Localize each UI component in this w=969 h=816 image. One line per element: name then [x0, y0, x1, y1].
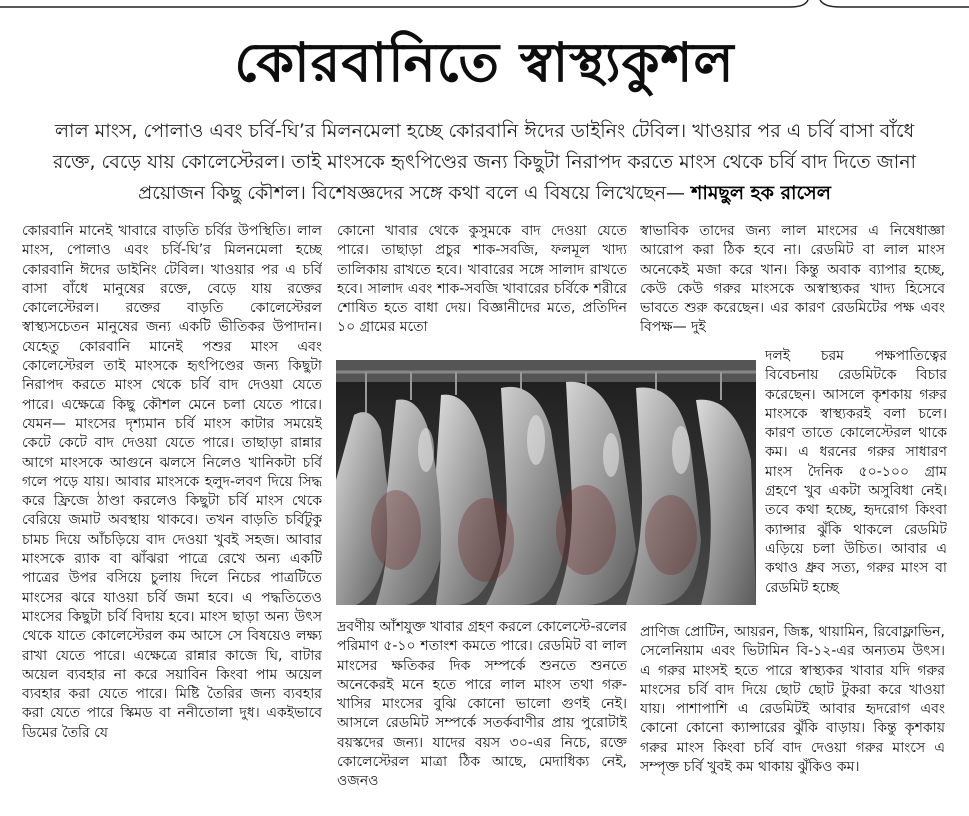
hanging-meat-photo — [336, 360, 756, 605]
column-3-right-text: দলই চরম পক্ষপাতিত্বের বিবেচনায় রেডমিটকে বিচার করেছেন। আসলে কৃশকায় গরুর মাংসকে স্বাস্থ্যকরই বলা চলে। কারণ তাতে কোলেস্টেরল থাকে কম। এ ধরনের গরুর সাধারণ মাংস দৈনিক ৫০-১০০ গ্রাম গ্রহণে খুব একটা অসুবিধা নেই। তবে কথা হচ্ছে, হৃদরোগ কিংবা ক্যান্সার ঝুঁকি থাকলে রেডমিট এড়িয়ে চলা উচিত। আবার এ কথাও ধ্রুব সত্য, গরুর মাংস বা রেডমিট হচ্ছে — [765, 348, 947, 596]
intro-text: লাল মাংস, পোলাও এবং চর্বি-ঘি’র মিলনমেলা হচ্ছে কোরবানি ঈদের ডাইনিং টেবিল। খাওয়ার পর এ চর্বি বাসা বাঁধে রক্তে, বেড়ে যায় কোলেস্টেরল। তাই মাংসকে হৃৎপিণ্ডের জন্য কিছুটা নিরাপদ করতে মাংস থেকে চর্বি বাদ দিতে জানা প্রয়োজন কিছু কৌশল। বিশেষজ্ঞদের সঙ্গে কথা বলে এ বিষয়ে লিখেছেন— — [52, 120, 917, 204]
column-2-top-text: কোনো খাবার থেকে কুসুমকে বাদ দেওয়া যেতে পারে। তাছাড়া প্রচুর শাক-সবজি, ফলমূল খাদ্য তালিকায় রাখতে হবে। খাবারের সঙ্গে সালাদ রাখতে হবে। সালাদ এবং শাক-সবজি খাবারের চর্বিকে শরীরে শোষিত হতে বাধা দেয়। বিজ্ঞানীদের মতে, প্রতিদিন ১০ গ্রামের মতো — [337, 223, 627, 336]
column-3-top-text: স্বাভাবিক তাদের জন্য লাল মাংসের এ নিষেধাজ্ঞা আরোপ করা ঠিক হবে না। রেডমিট বা লাল মাংস অনেকেই মজা করে খান। কিন্তু অবাক ব্যাপার হচ্ছে, কেউ কেউ গরুর মাংসকে অস্বাস্থ্যকর খাদ্য হিসেবে ভাবতে শুরু করেছেন। এর কারণ রেডমিটের পক্ষ এবং বিপক্ষ— দুই — [640, 223, 945, 336]
column-2-bottom-text: দ্রবণীয় আঁশযুক্ত খাবার গ্রহণ করলে কোলেস্টে-রলের পরিমাণ ৫-১০ শতাংশ কমতে পারে। রেডমিট বা লাল মাংসের ক্ষতিকর দিক সম্পর্কে শুনতে শুনতে অনেকেরই মনে হতে পারে লাল মাংস তথা গরু-খাসির মাংসের বুঝি কোনো ভালো গুণই নেই। আসলে রেডমিট সম্পর্কে সতর্কবাণীর প্রায় পুরোটাই বয়স্কদের জন্য। যাদের বয়স ৩০-এর নিচে, রক্তে কোলেস্টেরল মাত্রা ঠিক আছে, মেদাধিক্য নেই, ওজনও — [337, 619, 627, 790]
article-intro — [40, 116, 929, 209]
column-3-bottom-text: প্রাণিজ প্রোটিন, আয়রন, জিঙ্ক, থায়ামিন, রিবোফ্লাভিন, সেলেনিয়াম এবং ভিটামিন বি-১২-এর অন্যতম উৎস। এ গরুর মাংসই হতে পারে স্বাস্থ্যকর খাবার যদি গরুর মাংসের চর্বি বাদ দিয়ে ছোট ছোট টুকরা করে খাওয়া যায়। পাশাপাশি এ রেডমিটই আবার হৃদরোগ এবং কোনো কোনো ক্যান্সারের ঝুঁকি বাড়ায়। কিন্তু কৃশকায় গরুর মাংস কিংবা চর্বি বাদ দেওয়া গরুর মাংসে এ সম্পৃক্ত চর্বি খুবই কম থাকায় ঝুঁকিও কম। — [640, 624, 945, 776]
column-1-text: কোরবানি মানেই খাবারে বাড়তি চর্বির উপস্থিতি। লাল মাংস, পোলাও এবং চর্বি-ঘি’র মিলনমেলা হচ্ছে কোরবানি ঈদের ডাইনিং টেবিল। খাওয়ার পর এ চর্বি বাসা বাঁধে মানুষের রক্তে, বেড়ে যায় রক্তের কোলেস্টেরল। রক্তের বাড়তি কোলেস্টেরল স্বাস্থ্যসচেতন মানুষের জন্য একটি ভীতিকর উপাদান। যেহেতু কোরবানি মানেই পশুর মাংস এবং কোলেস্টেরল তাই মাংসকে হৃৎপিণ্ডের জন্য কিছুটা নিরাপদ করতে মাংস থেকে চর্বি বাদ দেওয়া যেতে পারে। এক্ষেত্রে কিছু কৌশল মেনে চলা যেতে পারে। যেমন— মাংসের দৃশ্যমান চর্বি মাংস কাটার সময়েই কেটে কেটে বাদ দেওয়া যেতে পারে। তাছাড়া রান্নার আগে মাংসকে আগুনে ঝলসে নিলেও খানিকটা চর্বি গলে পড়ে যায়। আবার মাংসকে হলুদ-লবণ দিয়ে সিদ্ধ করে ফ্রিজে ঠাণ্ডা করলেও কিছুটা চর্বি মাংস থেকে বেরিয়ে জমাট অবস্থায় থাকবে। তখন বাড়তি চর্বিটুকু চামচ দিয়ে আঁচড়িয়ে বাদ দেওয়া খুবই সহজ। আবার মাংসকে র‍্যাক বা ঝাঁঝরা পাত্রে রেখে অন্য একটি পাত্রের উপর বসিয়ে চুলায় দিলে নিচের পাত্রটিতে মাংসের ঝরে যাওয়া চর্বি জমা হবে। এ পদ্ধতিতেও মাংসের কিছুটা চর্বি বিদায় হবে। মাংস ছাড়া অন্য উৎস থেকে যাতে কোলেস্টেরল কম আসে সে বিষয়েও লক্ষ্য রাখা যেতে পারে। এক্ষেত্রে রান্নার কাজে ঘি, বাটার অয়েল ব্যবহার না করে সয়াবিন কিংবা পাম অয়েল ব্যবহার করা যেতে পারে। মিষ্টি তৈরির জন্য ব্যবহার করা যেতে পারে স্কিমড বা ননীতোলা দুধ। একইভাবে ডিমের তৈরি যে — [22, 223, 322, 741]
byline: শামছুল হক রাসেল — [691, 182, 831, 204]
article-headline: কোরবানিতে স্বাস্থ্যকুশল — [234, 30, 735, 94]
page-top-border — [0, 0, 969, 14]
